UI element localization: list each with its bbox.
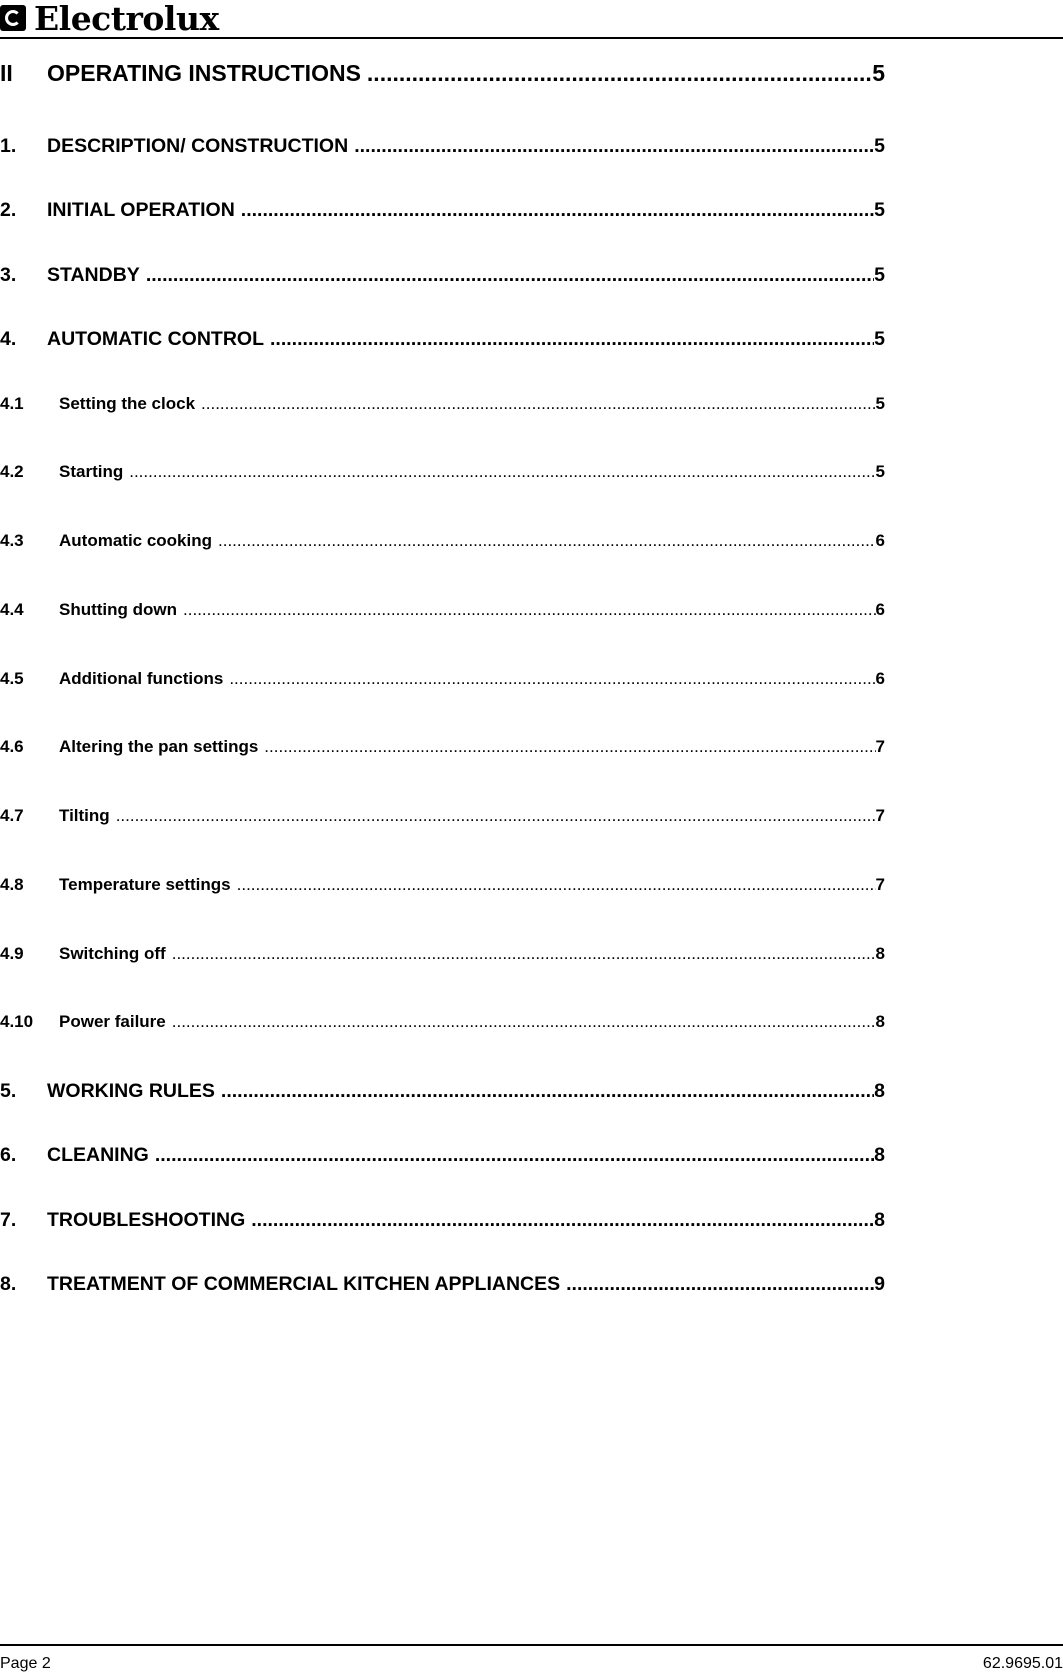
toc-entry[interactable]: [0, 1012, 885, 1032]
toc-entry-number: 4.8: [0, 875, 24, 894]
toc-entry-page: 7: [875, 875, 885, 894]
toc-entry[interactable]: [0, 199, 885, 222]
toc-entry-number: 4.: [0, 328, 17, 350]
toc-entry-number: 7.: [0, 1209, 17, 1231]
dot-leader: [270, 328, 874, 351]
toc-entry-page: 6: [875, 669, 885, 688]
header-divider: [0, 37, 1063, 39]
toc-entry[interactable]: [0, 737, 885, 757]
dot-leader: [116, 806, 876, 826]
toc-entry[interactable]: [0, 60, 885, 87]
toc-entry-page: 7: [875, 806, 885, 825]
toc-entry[interactable]: [0, 600, 885, 620]
toc-entry-number: 4.4: [0, 600, 24, 619]
toc-entry[interactable]: [0, 806, 885, 826]
toc-entry-title: AUTOMATIC CONTROL: [47, 328, 265, 350]
toc-entry-page: 9: [874, 1273, 885, 1295]
toc-entry[interactable]: [0, 135, 885, 158]
toc-entry-number: 4.5: [0, 669, 24, 688]
toc-entry-page: 5: [872, 60, 885, 86]
toc-entry-number: 5.: [0, 1080, 17, 1102]
dot-leader: [155, 1144, 874, 1167]
toc-entry-page: 5: [874, 264, 885, 286]
toc-entry-title: WORKING RULES: [47, 1080, 215, 1102]
toc-entry-number: 3.: [0, 264, 17, 286]
dot-leader: [241, 199, 874, 222]
toc-entry[interactable]: [0, 669, 885, 689]
dot-leader: [129, 462, 875, 482]
toc-entry[interactable]: [0, 1080, 885, 1103]
toc-entry-page: 5: [875, 462, 885, 481]
toc-entry-title: Altering the pan settings: [59, 737, 259, 756]
toc-entry-number: 4.2: [0, 462, 24, 481]
toc-entry-title: INITIAL OPERATION: [47, 199, 235, 221]
toc-entry-title: Power failure: [59, 1012, 166, 1031]
toc-entry[interactable]: [0, 462, 885, 482]
dot-leader: [201, 394, 876, 414]
toc-entry-page: 5: [874, 328, 885, 350]
dot-leader: [367, 60, 872, 87]
electrolux-logo-icon: [0, 5, 26, 31]
toc-entry-number: 8.: [0, 1273, 17, 1295]
toc-entry-number: 2.: [0, 199, 17, 221]
dot-leader: [183, 600, 876, 620]
dot-leader: [146, 264, 874, 287]
toc-entry[interactable]: [0, 394, 885, 414]
dot-leader: [264, 737, 875, 757]
toc-entry-page: 5: [874, 199, 885, 221]
toc-entry-title: Shutting down: [59, 600, 178, 619]
toc-entry[interactable]: [0, 1209, 885, 1232]
dot-leader: [566, 1273, 874, 1296]
toc-entry-title: TROUBLESHOOTING: [47, 1209, 246, 1231]
toc-entry-title: Automatic cooking: [59, 531, 213, 550]
toc-entry-number: 6.: [0, 1144, 17, 1166]
toc-entry-page: 6: [875, 600, 885, 619]
toc-entry-title: OPERATING INSTRUCTIONS: [47, 60, 361, 86]
toc-entry-number: 4.3: [0, 531, 24, 550]
toc-entry-page: 5: [874, 135, 885, 157]
toc-entry-title: Switching off: [59, 944, 166, 963]
toc-entry-page: 8: [874, 1144, 885, 1166]
toc-entry[interactable]: [0, 875, 885, 895]
electrolux-logo: [0, 0, 219, 36]
toc-entry-title: Tilting: [59, 806, 110, 825]
toc-entry-page: 5: [875, 394, 885, 413]
dot-leader: [221, 1080, 874, 1103]
toc-entry-number: 4.9: [0, 944, 24, 963]
toc-entry-page: 8: [874, 1080, 885, 1102]
toc-entry-title: DESCRIPTION/ CONSTRUCTION: [47, 135, 349, 157]
toc-entry-number: 4.10: [0, 1012, 34, 1031]
dot-leader: [229, 669, 875, 689]
dot-leader: [251, 1209, 874, 1232]
page-number: Page 2: [0, 1655, 51, 1672]
toc-entry-page: 7: [875, 737, 885, 756]
footer-divider: [0, 1644, 1063, 1646]
toc-entry-title: Starting: [59, 462, 124, 481]
toc-entry-number: 4.7: [0, 806, 24, 825]
toc-entry-number: 4.6: [0, 737, 24, 756]
toc-entry-title: Temperature settings: [59, 875, 231, 894]
toc-entry-title: Additional functions: [59, 669, 224, 688]
toc-entry-title: STANDBY: [47, 264, 140, 286]
toc-entry-number: 1.: [0, 135, 17, 157]
document-number: 62.9695.01: [982, 1655, 1063, 1672]
toc-entry-page: 6: [875, 531, 885, 550]
toc-entry[interactable]: [0, 531, 885, 551]
toc-entry[interactable]: [0, 1273, 885, 1296]
toc-entry[interactable]: [0, 1144, 885, 1167]
toc-entry-title: CLEANING: [47, 1144, 149, 1166]
toc-entry[interactable]: [0, 328, 885, 351]
dot-leader: [172, 944, 876, 964]
toc-entry[interactable]: [0, 944, 885, 964]
toc-entry[interactable]: [0, 264, 885, 287]
toc-entry-number: II: [0, 60, 13, 86]
toc-entry-page: 8: [875, 944, 885, 963]
dot-leader: [354, 135, 874, 158]
brand-name: Electrolux: [34, 0, 219, 38]
toc-entry-page: 8: [875, 1012, 885, 1031]
toc-entry-title: Setting the clock: [59, 394, 196, 413]
dot-leader: [237, 875, 876, 895]
toc-entry-title: TREATMENT OF COMMERCIAL KITCHEN APPLIANCES: [47, 1273, 561, 1295]
toc-entry-page: 8: [874, 1209, 885, 1231]
dot-leader: [218, 531, 876, 551]
dot-leader: [172, 1012, 876, 1032]
toc-entry-number: 4.1: [0, 394, 24, 413]
